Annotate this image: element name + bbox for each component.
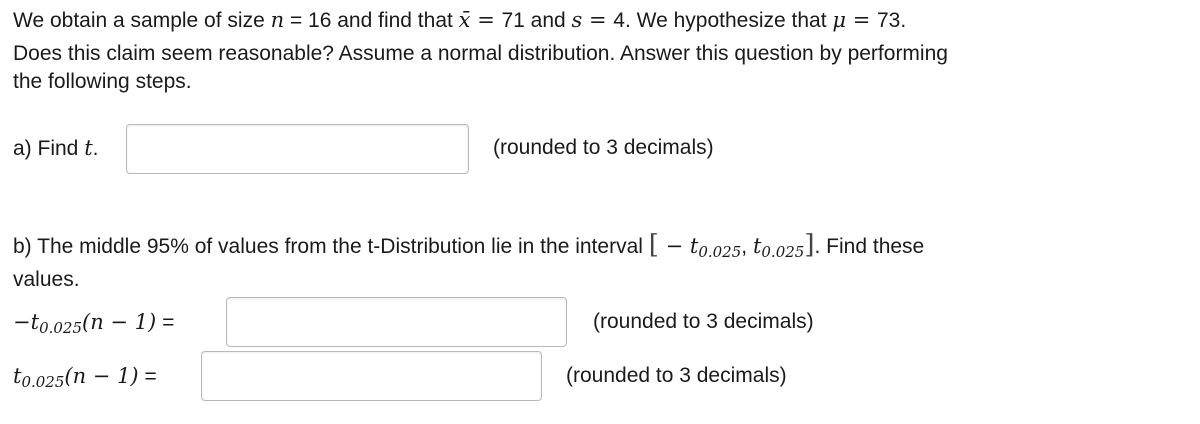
subscript: 0.025 <box>761 243 805 261</box>
text: We hypothesize that <box>630 9 833 32</box>
xbar-value: 71 <box>501 9 525 32</box>
s-value: 4. <box>613 9 631 32</box>
part-b-line-1 <box>13 231 924 266</box>
minus: − <box>658 234 690 258</box>
part-a-answer-input[interactable] <box>126 124 469 174</box>
var-t: t <box>13 364 22 388</box>
problem-line-3: the following steps. <box>13 70 192 93</box>
var-t: t <box>689 234 699 258</box>
equals: = <box>138 365 157 388</box>
equals: = <box>156 311 175 334</box>
neg-t-critical-label <box>13 308 174 342</box>
text: We obtain a sample of size <box>13 9 271 32</box>
text: and find that <box>331 9 459 32</box>
var-t: t <box>752 234 762 258</box>
problem-line-2: Does this claim seem reasonable? Assume a normal distribution. Answer this question by performing <box>13 42 948 65</box>
problem-line-1 <box>13 6 906 35</box>
var-t: t <box>84 136 93 160</box>
n-value: 16 <box>308 9 332 32</box>
text: . Find these <box>814 235 925 258</box>
var-s: s <box>571 8 583 32</box>
equals: = <box>284 9 309 32</box>
var-t: t <box>30 310 40 334</box>
right-bracket: ] <box>804 230 815 260</box>
subscript: 0.025 <box>39 319 83 337</box>
part-a-label <box>13 134 99 163</box>
var-xbar: x̄ <box>458 8 471 32</box>
neg-t-critical-input[interactable] <box>226 297 567 347</box>
minus: − <box>13 310 31 334</box>
text: b) The middle 95% of values from the t-Distribution lie in the interval <box>13 235 649 258</box>
part-a-hint: (rounded to 3 decimals) <box>493 136 714 159</box>
part-b-line-2: values. <box>13 268 80 291</box>
t-critical-hint: (rounded to 3 decimals) <box>566 364 787 387</box>
equals: = <box>582 8 614 32</box>
equals: = <box>470 8 502 32</box>
subscript: 0.025 <box>698 243 742 261</box>
neg-t-critical-hint: (rounded to 3 decimals) <box>593 310 814 333</box>
equals: = <box>846 8 877 32</box>
subscript: 0.025 <box>21 373 65 391</box>
label-text: a) Find <box>13 137 85 160</box>
mu-value: 73. <box>876 9 907 32</box>
comma: , <box>741 235 753 258</box>
degrees-of-freedom: (n − 1) <box>64 364 139 388</box>
var-n: n <box>270 8 285 32</box>
var-mu: μ <box>832 8 847 32</box>
text: and <box>524 9 572 32</box>
left-bracket: [ <box>648 230 659 260</box>
dot: . <box>92 137 99 160</box>
degrees-of-freedom: (n − 1) <box>82 310 157 334</box>
t-critical-input[interactable] <box>201 351 542 401</box>
t-critical-label <box>13 362 157 396</box>
